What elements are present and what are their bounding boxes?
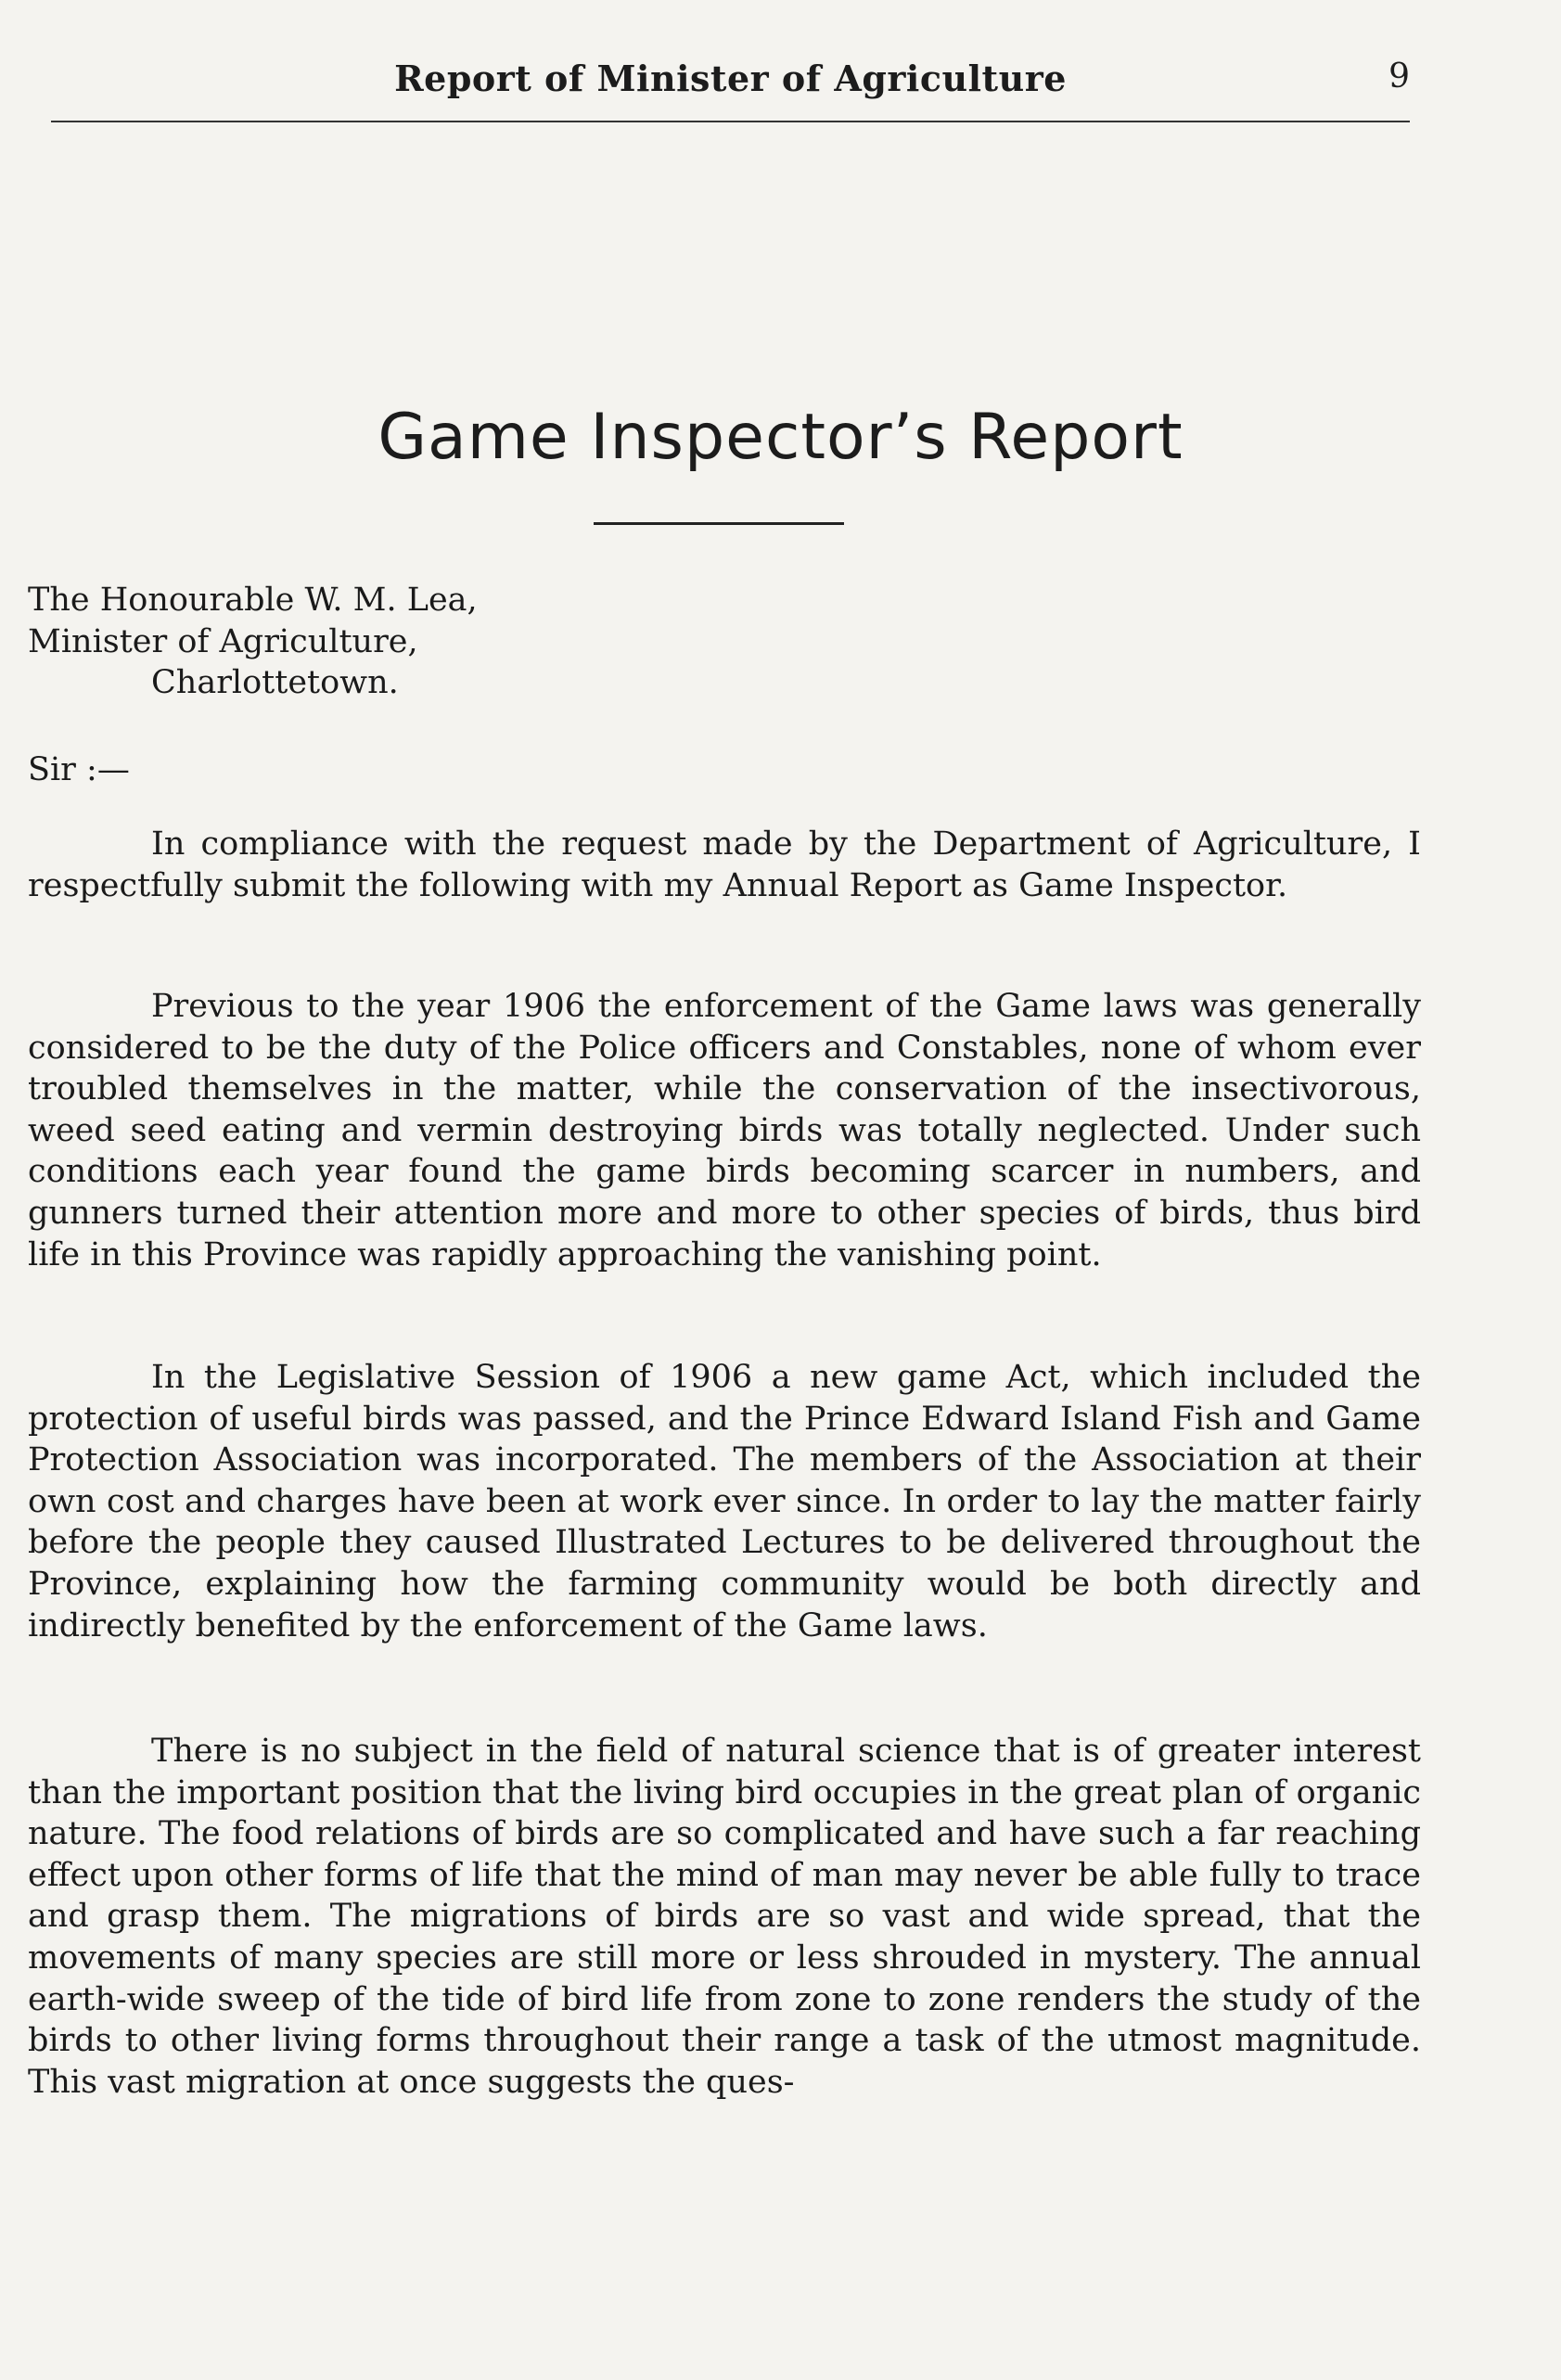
address-line-recipient: The Honourable W. M. Lea, xyxy=(28,582,478,619)
paragraph: Previous to the year 1906 the enforcement of the Game laws was generally considered to be the duty of the Police officers and Constables, none of whom ever troubled themselves in the matter, while the conservation of the insectivorous, weed seed eating and vermin destroying birds was totally neglected. Under such conditions each year found the game birds becoming scarcer in numbers, and gunners turned their attention more and more to other species of birds, thus bird life in this Province was rapidly approaching the vanishing point. xyxy=(28,988,1421,1273)
report-title: Game Inspector’s Report xyxy=(377,401,1184,474)
salutation: Sir :— xyxy=(28,751,130,788)
address-line-office: Minister of Agriculture, xyxy=(28,622,418,660)
page-number: 9 xyxy=(1388,58,1410,96)
header-rule xyxy=(51,121,1410,122)
address-line-city: Charlottetown. xyxy=(151,664,399,702)
paragraph: There is no subject in the field of natural science that is of greater interest than the important position that the living bird occupies in the great plan of organic nature. The food relations of birds are so complicated and have such a far reaching effect upon other forms of life that the mind of man may never be able fully to trace and grasp them. The migrations of birds are so vast and wide spread, that the movements of many species are still more or less shrouded in mystery. The annual earth-wide sweep of the tide of bird life from zone to zone renders the study of the birds to other living forms throughout their range a task of the utmost magnitude. This vast migration at once suggests the ques- xyxy=(28,1733,1421,2101)
paragraph: In compliance with the request made by the Department of Agriculture, I respectfully submit the following with my Annual Report as Game Inspector. xyxy=(28,825,1421,904)
running-header-title: Report of Minister of Agriculture xyxy=(394,58,1067,99)
paragraph: In the Legislative Session of 1906 a new game Act, which included the protection of useful birds was passed, and the Prince Edward Island Fish and Game Protection Association was incorporated. The members of the Association at their own cost and charges have been at work ever since. In order to lay the matter fairly before the people they caused Illustrated Lectures to be delivered throughout the Province, explaining how the farming community would be both directly and indirectly benefited by the enforcement of the Game laws. xyxy=(28,1359,1421,1644)
title-rule xyxy=(594,522,844,525)
address-block xyxy=(28,580,1421,704)
running-header xyxy=(51,58,1410,113)
